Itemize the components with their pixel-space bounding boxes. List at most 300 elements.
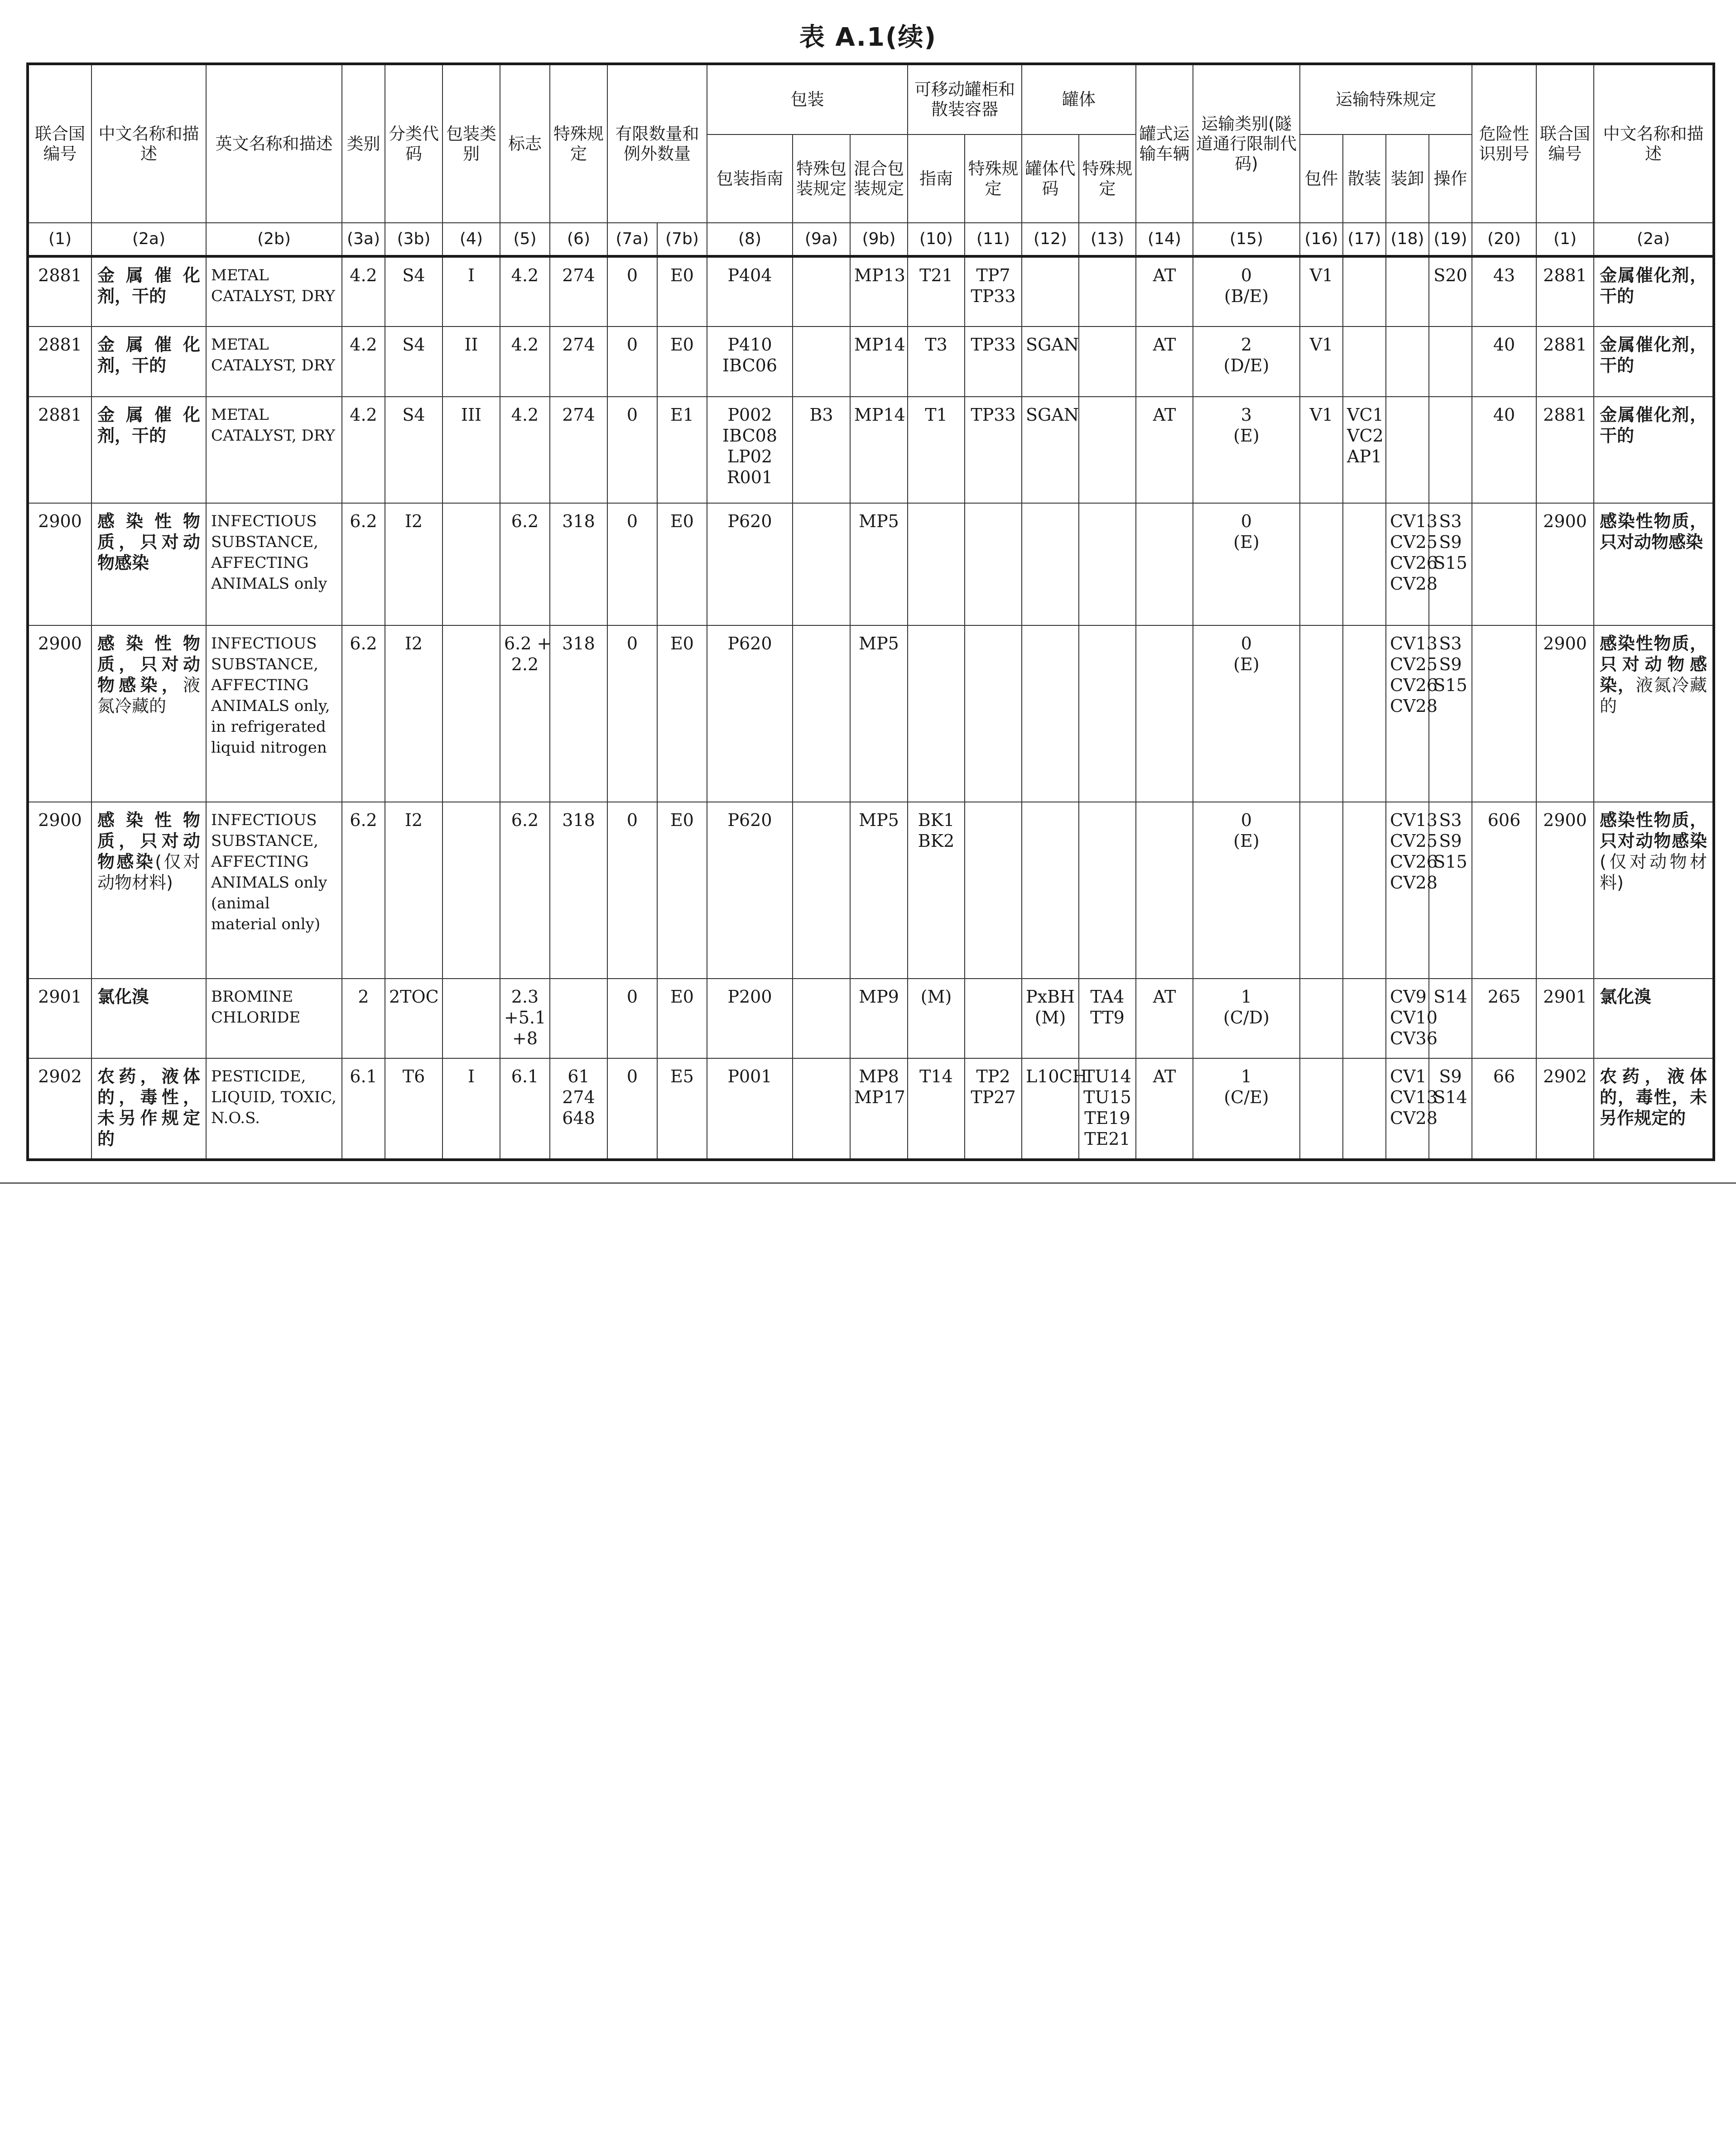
- name-cn-2-cell: [1594, 1058, 1714, 1160]
- packing-group-cell: [442, 503, 500, 625]
- ts-loading-cell: [1386, 327, 1429, 397]
- name-cn-text: 氯化溴: [1600, 987, 1652, 1007]
- name-cn-note: 液氮冷藏的: [97, 675, 200, 716]
- column-number: (15): [1193, 223, 1300, 256]
- excepted-qty-cell: E1: [657, 397, 707, 503]
- name-cn-text: 农药，液体的，毒性，未另作规定的: [1600, 1066, 1707, 1128]
- cell-line: CHLORIDE: [211, 1008, 301, 1027]
- transport-category-cell: [1193, 256, 1300, 327]
- cell-line: 0: [1241, 265, 1252, 285]
- cell-line: material only): [211, 915, 321, 933]
- name-cn-cell: [91, 503, 206, 625]
- cell-line: MP14: [854, 405, 905, 425]
- table-row: [28, 1058, 1714, 1160]
- limited-qty-cell: 0: [607, 397, 657, 503]
- packing-group-cell: [442, 802, 500, 979]
- tank-special-cell: [1079, 979, 1136, 1058]
- ts-bulk-cell: [1343, 503, 1386, 625]
- un-no-2-cell: 2901: [1536, 979, 1594, 1058]
- un-no-2-cell: 2900: [1536, 802, 1594, 979]
- hdr-class-code: 分类代码: [385, 64, 442, 223]
- hdr-ts-loading: 装卸: [1386, 134, 1429, 223]
- cell-line: +8: [512, 1028, 538, 1048]
- cell-line: MP13: [854, 265, 905, 285]
- name-cn-text: 感染性物质，只对动物感染: [97, 511, 200, 573]
- special-provisions-cell: [550, 503, 607, 625]
- name-en-cell: [206, 625, 342, 802]
- special-provisions-cell: [550, 1058, 607, 1160]
- ts-loading-cell: [1386, 979, 1438, 1058]
- excepted-qty-cell: E0: [657, 802, 707, 979]
- cell-line: S20: [1433, 265, 1467, 285]
- transport-category-cell: [1193, 503, 1300, 625]
- column-number: (5): [500, 223, 550, 256]
- class-cell: 6.2: [342, 625, 385, 802]
- class-cell: 4.2: [342, 397, 385, 503]
- column-number: (8): [707, 223, 793, 256]
- cell-line: CV28: [1390, 696, 1438, 716]
- cell-line: INFECTIOUS: [211, 512, 317, 530]
- class-code-cell: I2: [385, 625, 442, 802]
- tank-vehicle-cell: AT: [1136, 397, 1193, 503]
- cell-line: ANIMALS only: [211, 874, 327, 892]
- pack-instructions-cell: [707, 256, 793, 327]
- tank-special-cell: [1079, 625, 1136, 802]
- hdr-portable-tanks: 可移动罐柜和散装容器: [908, 64, 1022, 134]
- table-body: [28, 256, 1714, 1160]
- cell-line: PESTICIDE,: [211, 1067, 306, 1085]
- tank-vehicle-cell: AT: [1136, 1058, 1193, 1160]
- cell-line: CV28: [1390, 873, 1438, 893]
- pack-instructions-cell: [707, 1058, 793, 1160]
- hdr-labels: 标志: [500, 64, 550, 223]
- column-number: (3b): [385, 223, 442, 256]
- tank-vehicle-cell: [1136, 503, 1193, 625]
- cell-line: TE19: [1084, 1108, 1130, 1128]
- hazard-id-cell: 606: [1472, 802, 1536, 979]
- cell-line: P620: [727, 511, 772, 531]
- column-number: (16): [1300, 223, 1343, 256]
- mixed-pack-cell: [850, 802, 908, 979]
- cell-line: (E): [1233, 532, 1260, 552]
- hdr-name-cn: 中文名称和描述: [91, 64, 206, 223]
- tank-special-cell: [1079, 503, 1136, 625]
- class-code-cell: T6: [385, 1058, 442, 1160]
- cell-line: PxBH: [1026, 987, 1075, 1007]
- cell-line: P001: [727, 1066, 772, 1086]
- cell-line: SUBSTANCE,: [211, 832, 318, 850]
- limited-qty-cell: 0: [607, 1058, 657, 1160]
- column-number: (1): [28, 223, 91, 256]
- excepted-qty-cell: E0: [657, 625, 707, 802]
- cell-line: METAL: [211, 406, 269, 424]
- class-code-cell: S4: [385, 327, 442, 397]
- cell-line: T3: [925, 335, 947, 355]
- table-row: [28, 503, 1714, 625]
- column-number: (1): [1536, 223, 1594, 256]
- cell-line: 648: [562, 1108, 595, 1128]
- cell-line: METAL: [211, 336, 269, 354]
- cell-line: MP5: [859, 511, 899, 531]
- cell-line: IBC08: [722, 426, 778, 446]
- cell-line: 1: [1241, 1066, 1252, 1086]
- cell-line: R001: [726, 467, 773, 487]
- cell-line: TP33: [971, 286, 1016, 306]
- cell-line: CV28: [1390, 1108, 1438, 1128]
- ts-packages-cell: [1300, 327, 1343, 397]
- un-no-cell: 2881: [28, 256, 91, 327]
- pack-instructions-cell: [707, 979, 793, 1058]
- cell-line: SGAN: [1026, 335, 1079, 355]
- special-provisions-cell: [550, 327, 607, 397]
- transport-category-cell: [1193, 397, 1300, 503]
- cell-line: (B/E): [1224, 286, 1269, 306]
- tank-vehicle-cell: AT: [1136, 979, 1193, 1058]
- class-code-cell: S4: [385, 256, 442, 327]
- cell-line: N.O.S.: [211, 1109, 260, 1127]
- cell-line: SGAN: [1026, 405, 1079, 425]
- ts-bulk-cell: [1343, 397, 1386, 503]
- excepted-qty-cell: E0: [657, 503, 707, 625]
- cell-line: T14: [919, 1066, 953, 1086]
- tank-special-cell: [1079, 397, 1136, 503]
- cell-line: AP1: [1347, 447, 1382, 466]
- cell-line: CV36: [1390, 1028, 1438, 1048]
- un-no-cell: 2881: [28, 327, 91, 397]
- name-cn-cell: [91, 327, 206, 397]
- cell-line: (M): [920, 987, 952, 1007]
- cell-line: S3: [1439, 810, 1462, 830]
- mixed-pack-cell: [850, 979, 908, 1058]
- name-cn-2-cell: [1594, 979, 1714, 1058]
- cell-line: 318: [562, 511, 595, 531]
- hdr-tank-code: 罐体代码: [1022, 134, 1079, 223]
- excepted-qty-cell: E0: [657, 979, 707, 1058]
- un-no-2-cell: 2881: [1536, 327, 1594, 397]
- ts-loading-cell: [1386, 802, 1438, 979]
- name-en-cell: [206, 1058, 342, 1160]
- mixed-pack-cell: [850, 625, 908, 802]
- special-provisions-cell: [550, 397, 607, 503]
- ts-operation-cell: [1429, 397, 1472, 503]
- pack-instructions-cell: [707, 625, 793, 802]
- cell-line: AFFECTING: [211, 554, 309, 572]
- labels-cell: [500, 503, 550, 625]
- class-code-cell: S4: [385, 397, 442, 503]
- cell-line: CV26: [1390, 852, 1438, 872]
- column-number: (18): [1386, 223, 1429, 256]
- hazard-id-cell: 40: [1472, 327, 1536, 397]
- cell-line: 274: [562, 335, 595, 355]
- column-number: (14): [1136, 223, 1193, 256]
- name-cn-note: (仅对动物材料): [97, 852, 200, 893]
- cell-line: (D/E): [1223, 355, 1270, 375]
- cell-line: S3: [1439, 511, 1462, 531]
- hazard-id-cell: 40: [1472, 397, 1536, 503]
- column-number: (10): [908, 223, 965, 256]
- labels-cell: [500, 625, 550, 802]
- cell-line: +5.1: [504, 1008, 546, 1028]
- hazard-id-cell: 66: [1472, 1058, 1536, 1160]
- hdr-un-no: 联合国编号: [28, 64, 91, 223]
- cell-line: TE21: [1084, 1129, 1130, 1149]
- cell-line: CV25: [1390, 654, 1438, 674]
- ts-packages-cell: [1300, 625, 1343, 802]
- pt-instructions-cell: [908, 1058, 965, 1160]
- limited-qty-cell: 0: [607, 256, 657, 327]
- name-cn-text: 金属催化剂，干的: [97, 405, 200, 446]
- column-number: (3a): [342, 223, 385, 256]
- cell-line: P002: [727, 405, 772, 425]
- table-row: [28, 256, 1714, 327]
- un-no-2-cell: 2881: [1536, 397, 1594, 503]
- cell-line: CV9: [1390, 987, 1427, 1007]
- cell-line: CV13: [1390, 810, 1438, 830]
- tank-vehicle-cell: AT: [1136, 327, 1193, 397]
- hdr-pack-instructions: 包装指南: [707, 134, 793, 223]
- pt-instructions-cell: [908, 397, 965, 503]
- ts-loading-cell: [1386, 256, 1429, 327]
- ts-operation-cell: [1429, 256, 1472, 327]
- tank-code-cell: [1022, 397, 1079, 503]
- special-pack-cell: [793, 397, 850, 503]
- page-divider: [0, 1182, 1736, 1184]
- cell-line: 6.2: [511, 810, 539, 830]
- pack-instructions-cell: [707, 802, 793, 979]
- table-row: [28, 625, 1714, 802]
- special-pack-cell: [793, 1058, 850, 1160]
- labels-cell: [500, 256, 550, 327]
- hazard-id-cell: 43: [1472, 256, 1536, 327]
- ts-loading-cell: [1386, 503, 1438, 625]
- table-row: [28, 979, 1714, 1058]
- name-cn-cell: [91, 397, 206, 503]
- cell-line: INFECTIOUS: [211, 811, 317, 829]
- cell-line: (E): [1233, 654, 1260, 674]
- column-number: (9a): [793, 223, 850, 256]
- cell-line: V1: [1309, 405, 1333, 425]
- cell-line: METAL: [211, 266, 269, 284]
- packing-group-cell: III: [442, 397, 500, 503]
- cell-line: P620: [727, 810, 772, 830]
- tank-vehicle-cell: [1136, 802, 1193, 979]
- column-number: (7b): [657, 223, 707, 256]
- mixed-pack-cell: [850, 327, 908, 397]
- pt-special-cell: [965, 503, 1022, 625]
- cell-line: 274: [562, 1087, 595, 1107]
- un-no-2-cell: 2900: [1536, 625, 1594, 802]
- cell-line: 6.2: [511, 511, 539, 531]
- cell-line: MP5: [859, 810, 899, 830]
- cell-line: LIQUID, TOXIC,: [211, 1088, 337, 1106]
- cell-line: (C/D): [1223, 1008, 1270, 1028]
- limited-qty-cell: 0: [607, 327, 657, 397]
- cell-line: S9: [1439, 831, 1462, 851]
- cell-line: P200: [727, 987, 772, 1007]
- cell-line: BROMINE: [211, 988, 293, 1006]
- class-cell: 6.2: [342, 503, 385, 625]
- pack-instructions-cell: [707, 503, 793, 625]
- cell-line: 6.1: [511, 1066, 539, 1086]
- name-en-cell: [206, 327, 342, 397]
- pt-special-cell: [965, 625, 1022, 802]
- cell-line: CV13: [1390, 511, 1438, 531]
- cell-line: V1: [1309, 265, 1333, 285]
- ts-loading-cell: [1386, 397, 1429, 503]
- un-no-cell: 2900: [28, 802, 91, 979]
- class-cell: 4.2: [342, 327, 385, 397]
- name-cn-2-cell: [1594, 256, 1714, 327]
- hdr-pt-special: 特殊规定: [965, 134, 1022, 223]
- class-cell: 6.1: [342, 1058, 385, 1160]
- cell-line: T1: [925, 405, 947, 425]
- cell-line: (E): [1233, 426, 1260, 446]
- hazard-id-cell: [1472, 503, 1536, 625]
- hdr-ts-packages: 包件: [1300, 134, 1343, 223]
- cell-line: P410: [727, 335, 772, 355]
- cell-line: SUBSTANCE,: [211, 655, 318, 673]
- transport-category-cell: [1193, 327, 1300, 397]
- cell-line: 6.2 +: [504, 634, 552, 653]
- limited-qty-cell: 0: [607, 802, 657, 979]
- un-no-2-cell: 2900: [1536, 503, 1594, 625]
- tank-special-cell: [1079, 1058, 1136, 1160]
- column-number: (9b): [850, 223, 908, 256]
- tank-vehicle-cell: [1136, 625, 1193, 802]
- excepted-qty-cell: E0: [657, 327, 707, 397]
- cell-line: liquid nitrogen: [211, 739, 327, 757]
- pt-instructions-cell: [908, 625, 965, 802]
- column-number: (7a): [607, 223, 657, 256]
- cell-line: S3: [1439, 634, 1462, 653]
- cell-line: TP2: [976, 1066, 1010, 1086]
- cell-line: S14: [1433, 1087, 1467, 1107]
- cell-line: ANIMALS only,: [211, 697, 330, 715]
- cell-line: CV25: [1390, 532, 1438, 552]
- class-cell: 2: [342, 979, 385, 1058]
- table-row: [28, 802, 1714, 979]
- ts-packages-cell: [1300, 256, 1343, 327]
- cell-line: TU14: [1083, 1066, 1131, 1086]
- cell-line: S15: [1433, 553, 1467, 573]
- un-no-cell: 2900: [28, 625, 91, 802]
- hdr-tanks: 罐体: [1022, 64, 1136, 134]
- column-number: (11): [965, 223, 1022, 256]
- name-cn-text: 金属催化剂，干的: [97, 335, 200, 375]
- ts-bulk-cell: [1343, 256, 1386, 327]
- cell-line: 318: [562, 634, 595, 653]
- labels-cell: [500, 1058, 550, 1160]
- ts-bulk-cell: [1343, 625, 1386, 802]
- special-pack-cell: [793, 625, 850, 802]
- special-pack-cell: [793, 327, 850, 397]
- tank-code-cell: [1022, 256, 1079, 327]
- tank-code-cell: [1022, 979, 1079, 1058]
- cell-line: 4.2: [511, 335, 539, 355]
- column-number: (2a): [91, 223, 206, 256]
- un-no-cell: 2900: [28, 503, 91, 625]
- cell-line: BK2: [918, 831, 955, 851]
- name-cn-2-cell: [1594, 397, 1714, 503]
- cell-line: in refrigerated: [211, 718, 326, 736]
- cell-line: MP17: [854, 1087, 905, 1107]
- ts-bulk-cell: [1343, 979, 1386, 1058]
- hdr-name-cn-2: 中文名称和描述: [1594, 64, 1714, 223]
- packing-group-cell: I: [442, 256, 500, 327]
- table-row: [28, 327, 1714, 397]
- cell-line: L10CH: [1026, 1066, 1087, 1086]
- pt-special-cell: [965, 256, 1022, 327]
- name-cn-2-cell: [1594, 327, 1714, 397]
- name-cn-text: 金属催化剂，干的: [1600, 405, 1707, 446]
- tank-special-cell: [1079, 256, 1136, 327]
- cell-line: V1: [1309, 335, 1333, 355]
- pt-instructions-cell: [908, 802, 965, 979]
- hazard-id-cell: 265: [1472, 979, 1536, 1058]
- ts-packages-cell: [1300, 979, 1343, 1058]
- cell-line: S9: [1439, 532, 1462, 552]
- column-number: (6): [550, 223, 607, 256]
- cell-line: 4.2: [511, 265, 539, 285]
- pack-instructions-cell: [707, 397, 793, 503]
- limited-qty-cell: 0: [607, 625, 657, 802]
- transport-category-cell: [1193, 1058, 1300, 1160]
- column-number: (2b): [206, 223, 342, 256]
- transport-category-cell: [1193, 979, 1300, 1058]
- special-provisions-cell: [550, 802, 607, 979]
- name-en-cell: [206, 256, 342, 327]
- pt-instructions-cell: [908, 979, 965, 1058]
- transport-category-cell: [1193, 625, 1300, 802]
- name-cn-note: (仅对动物材料): [1600, 852, 1707, 893]
- cell-line: 1: [1241, 987, 1252, 1007]
- labels-cell: [500, 979, 550, 1058]
- name-cn-cell: [91, 625, 206, 802]
- cell-line: 274: [562, 265, 595, 285]
- tank-code-cell: [1022, 625, 1079, 802]
- cell-line: AFFECTING: [211, 853, 309, 871]
- cell-line: CV28: [1390, 574, 1438, 594]
- ts-packages-cell: [1300, 1058, 1343, 1160]
- un-no-cell: 2881: [28, 397, 91, 503]
- cell-line: 4.2: [511, 405, 539, 425]
- pt-special-cell: [965, 1058, 1022, 1160]
- pack-instructions-cell: [707, 327, 793, 397]
- tank-special-cell: [1079, 802, 1136, 979]
- name-cn-text: 金属催化剂，干的: [1600, 335, 1707, 375]
- hdr-hazard-id: 危险性识别号: [1472, 64, 1536, 223]
- ts-packages-cell: [1300, 503, 1343, 625]
- cell-line: S15: [1433, 675, 1467, 695]
- transport-category-cell: [1193, 802, 1300, 979]
- cell-line: TP27: [971, 1087, 1016, 1107]
- cell-line: P620: [727, 634, 772, 653]
- packing-group-cell: [442, 979, 500, 1058]
- cell-line: 318: [562, 810, 595, 830]
- cell-line: CATALYST, DRY: [211, 287, 335, 305]
- special-provisions-cell: [550, 979, 607, 1058]
- column-number: (17): [1343, 223, 1386, 256]
- excepted-qty-cell: E5: [657, 1058, 707, 1160]
- special-pack-cell: [793, 503, 850, 625]
- cell-line: CV13: [1390, 1087, 1438, 1107]
- name-cn-text: 感染性物质，只对动物感染，: [1600, 634, 1707, 695]
- name-cn-cell: [91, 802, 206, 979]
- ts-bulk-cell: [1343, 327, 1386, 397]
- mixed-pack-cell: [850, 397, 908, 503]
- dangerous-goods-table: [26, 62, 1715, 1161]
- cell-line: (E): [1233, 831, 1260, 851]
